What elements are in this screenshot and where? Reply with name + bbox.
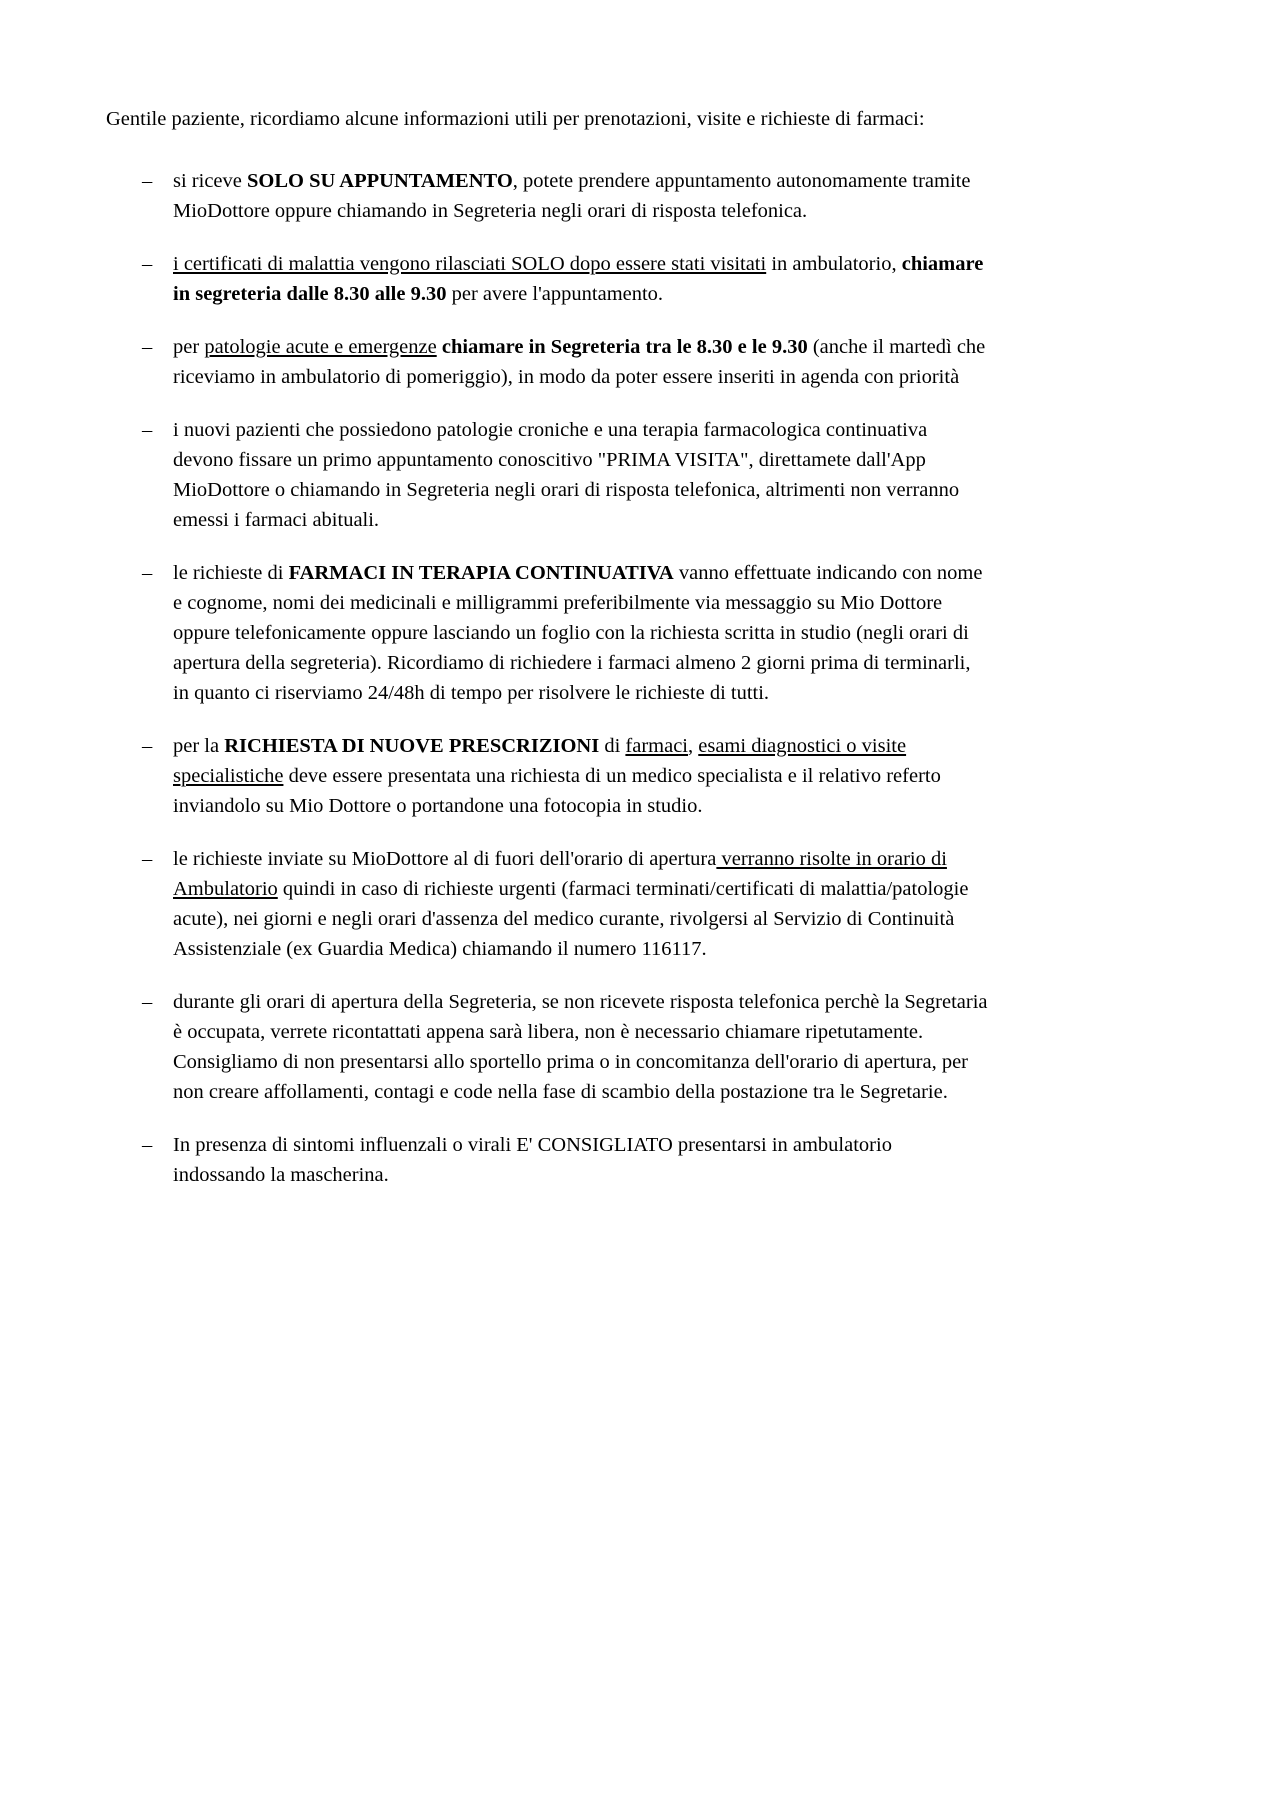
- text-segment: per avere l'appuntamento.: [446, 283, 664, 305]
- text-segment: In presenza di sintomi influenzali o virali E' CONSIGLIATO presentarsi in ambulatorio indossando la mascherina.: [173, 1134, 892, 1186]
- bullet-text: [173, 987, 988, 1107]
- list-item: [106, 249, 988, 309]
- bullet-marker: –: [142, 735, 153, 757]
- bullet-text: [173, 558, 988, 708]
- text-segment: durante gli orari di apertura della Segreteria, se non ricevete risposta telefonica perchè la Segretaria è occupata, verrete ricontattati appena sarà libera, non è necessario chiamare ripetutamente. Consigliamo di non presentarsi allo sportello prima o in concomitanza dell'orario di apertura, per non creare affollamenti, contagi e code nella fase di scambio della postazione tra le Segretarie.: [173, 991, 988, 1103]
- bullet-marker: –: [142, 419, 153, 441]
- list-item: [106, 558, 988, 708]
- text-segment: esami diagnostici o visite specialistiche: [173, 735, 907, 787]
- bullet-marker: –: [142, 170, 153, 192]
- text-segment: chiamare in Segreteria tra le 8.30 e le 9.30: [441, 336, 808, 358]
- bullet-text: [173, 166, 988, 226]
- text-segment: chiamare in segreteria dalle 8.30 alle 9.30: [173, 253, 984, 305]
- text-segment: patologie acute e emergenze: [204, 336, 437, 358]
- text-segment: le richieste inviate su MioDottore al di fuori dell'orario di apertura: [173, 848, 717, 870]
- bullet-text: [173, 731, 988, 821]
- text-segment: SOLO SU APPUNTAMENTO: [247, 170, 513, 192]
- text-segment: per la: [173, 735, 225, 757]
- list-item: [106, 166, 988, 226]
- text-segment: ,: [688, 735, 699, 757]
- list-item: [106, 332, 988, 392]
- text-segment: deve essere presentata una richiesta di un medico specialista e il relativo referto inviandolo su Mio Dottore o portandone una fotocopia in studio.: [173, 765, 941, 817]
- text-segment: le richieste di: [173, 562, 289, 584]
- bullet-text: [173, 415, 988, 535]
- text-segment: , potete prendere appuntamento autonomamente tramite MioDottore oppure chiamando in Segreteria negli orari di risposta telefonica.: [173, 170, 971, 222]
- bullet-marker: –: [142, 848, 153, 870]
- text-segment: di: [599, 735, 626, 757]
- text-segment: si riceve: [173, 170, 247, 192]
- text-segment: verranno risolte in orario di Ambulatorio: [173, 848, 947, 900]
- text-segment: (anche il martedì che riceviamo in ambulatorio di pomeriggio), in modo da poter essere inseriti in agenda con priorità: [173, 336, 986, 388]
- list-item: [106, 1130, 988, 1190]
- text-segment: farmaci: [625, 735, 688, 757]
- list-item: [106, 844, 988, 964]
- bullet-marker: –: [142, 562, 153, 584]
- text-segment: RICHIESTA DI NUOVE PRESCRIZIONI: [224, 735, 600, 757]
- bullet-marker: –: [142, 1134, 153, 1156]
- intro-paragraph: Gentile paziente, ricordiamo alcune informazioni utili per prenotazioni, visite e richieste di farmaci:: [106, 108, 925, 130]
- text-segment: per: [173, 336, 205, 358]
- list-item: [106, 415, 988, 535]
- bullet-text: [173, 249, 988, 309]
- text-segment: quindi in caso di richieste urgenti (farmaci terminati/certificati di malattia/patologie acute), nei giorni e negli orari d'assenza del medico curante, rivolgersi al Servizio di Continuità Assistenziale (ex Guardia Medica) chiamando il numero 116117.: [173, 878, 969, 960]
- list-item: [106, 987, 988, 1107]
- bullet-text: [173, 1130, 988, 1190]
- bullet-marker: –: [142, 991, 153, 1013]
- text-segment: FARMACI IN TERAPIA CONTINUATIVA: [288, 562, 674, 584]
- text-segment: in ambulatorio,: [766, 253, 902, 275]
- list-item: [106, 731, 988, 821]
- bullet-marker: –: [142, 253, 153, 275]
- bullet-list: [106, 166, 988, 1190]
- text-segment: i nuovi pazienti che possiedono patologie croniche e una terapia farmacologica continuativa devono fissare un primo appuntamento conoscitivo "PRIMA VISITA", direttamete dall'App MioDottore o chiamando in Segreteria negli orari di risposta telefonica, altrimenti non verranno emessi i farmaci abituali.: [173, 419, 960, 531]
- text-segment: i certificati di malattia vengono rilasciati SOLO dopo essere stati visitati: [173, 253, 767, 275]
- bullet-marker: –: [142, 336, 153, 358]
- bullet-text: [173, 332, 988, 392]
- bullet-text: [173, 844, 988, 964]
- text-segment: vanno effettuate indicando con nome e cognome, nomi dei medicinali e milligrammi preferibilmente via messaggio su Mio Dottore oppure telefonicamente oppure lasciando un foglio con la richiesta scritta in studio (negli orari di apertura della segreteria). Ricordiamo di richiedere i farmaci almeno 2 giorni prima di terminarli, in quanto ci riserviamo 24/48h di tempo per risolvere le richieste di tutti.: [173, 562, 983, 704]
